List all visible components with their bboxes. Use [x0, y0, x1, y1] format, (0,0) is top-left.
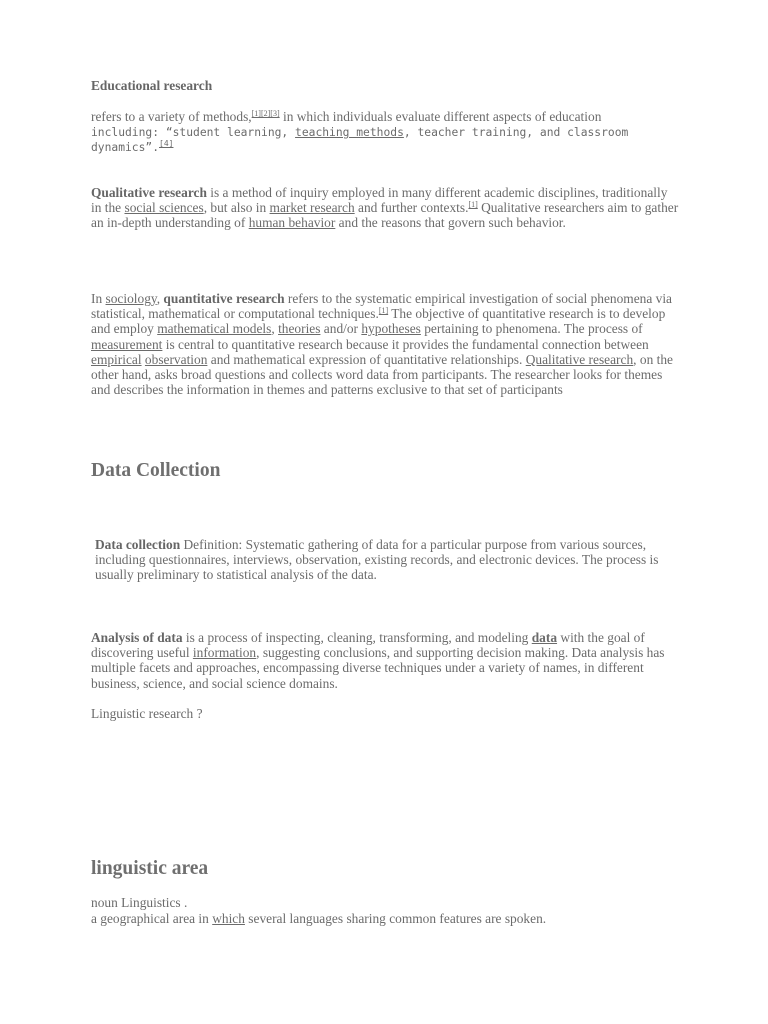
citation-link[interactable]: [1] — [378, 306, 389, 316]
link-qualitative-research[interactable]: Qualitative research — [525, 351, 634, 367]
link-mathematical-models[interactable]: mathematical models — [157, 321, 272, 337]
citation-link[interactable]: [1] — [468, 200, 478, 210]
linguistic-area-definition: a geographical area in which several languages sharing common features are spoken. — [91, 911, 547, 926]
analysis-paragraph: Analysis of data is a process of inspecting, cleaning, transforming, and modeling data with the goal of discovering useful information, suggesting conclusions, and supporting decision making. Data analysis has multiple facets and approaches, encompassing diverse techniques under a variety of names, in different business, science, and social science domains. — [91, 630, 665, 691]
citation-link[interactable]: [4] — [159, 139, 174, 149]
edu-line-2: including: “student learning, teaching methods, teacher training, and classroom dynamics”.[4] — [91, 126, 629, 155]
link-observation[interactable]: observation — [144, 351, 208, 367]
link-hypotheses[interactable]: hypotheses — [361, 321, 421, 337]
edu-line-1: refers to a variety of methods,[1][2][3] in which individuals evaluate different aspects of education — [91, 109, 602, 124]
link-measurement[interactable]: measurement — [91, 336, 163, 352]
linguistic-area-heading: linguistic area — [91, 858, 209, 879]
analysis-term: Analysis of data — [91, 630, 183, 645]
link-sociology[interactable]: sociology — [105, 291, 157, 306]
quantitative-paragraph: In sociology, quantitative research refers to the systematic empirical investigation of social phenomena via statistical, mathematical or computational techniques.[1] The objective of quantitative research is to develop and employ mathematical models, theories and/or hypotheses pertaining to phenomena. The process of measurement is central to quantitative research because it provides the fundamental connection between empirical observation and mathematical expression of quantitative relationships. Qualitative research, on the other hand, asks broad questions and collects word data from participants. The researcher looks for themes and describes the information in themes and patterns exclusive to that set of participants — [91, 291, 673, 398]
linguistic-research-question: Linguistic research ? — [91, 706, 203, 721]
quantitative-term: quantitative research — [163, 291, 285, 306]
link-theories[interactable]: theories — [278, 321, 321, 337]
link-empirical[interactable]: empirical — [91, 351, 142, 367]
qualitative-term: Qualitative research — [91, 185, 207, 200]
linguistic-area-pos: noun Linguistics . — [91, 895, 188, 910]
data-collection-heading: Data Collection — [91, 460, 221, 481]
link-teaching-methods[interactable]: teaching methods — [295, 126, 404, 139]
link-social-sciences[interactable]: social sciences — [124, 200, 204, 216]
link-human-behavior[interactable]: human behavior — [248, 215, 336, 231]
link-data[interactable]: data — [531, 630, 558, 645]
data-collection-paragraph: Data collection Definition: Systematic gathering of data for a particular purpose from various sources, including questionnaires, interviews, observation, existing records, and electronic devices. The process is usually preliminary to statistical analysis of the data. — [95, 537, 659, 583]
link-which[interactable]: which — [212, 911, 245, 926]
link-information[interactable]: information — [192, 645, 257, 661]
qualitative-paragraph: Qualitative research is a method of inquiry employed in many different academic disciplines, traditionally in the social sciences, but also in market research and further contexts.[1] Qualitative researchers aim to gather an in-depth understanding of human behavior and the reasons that govern such behavior. — [91, 185, 679, 231]
citation-link[interactable]: [1][2][3] — [251, 109, 280, 118]
link-market-research[interactable]: market research — [269, 200, 355, 216]
data-collection-term: Data collection — [95, 537, 181, 552]
edu-heading: Educational research — [91, 78, 213, 93]
